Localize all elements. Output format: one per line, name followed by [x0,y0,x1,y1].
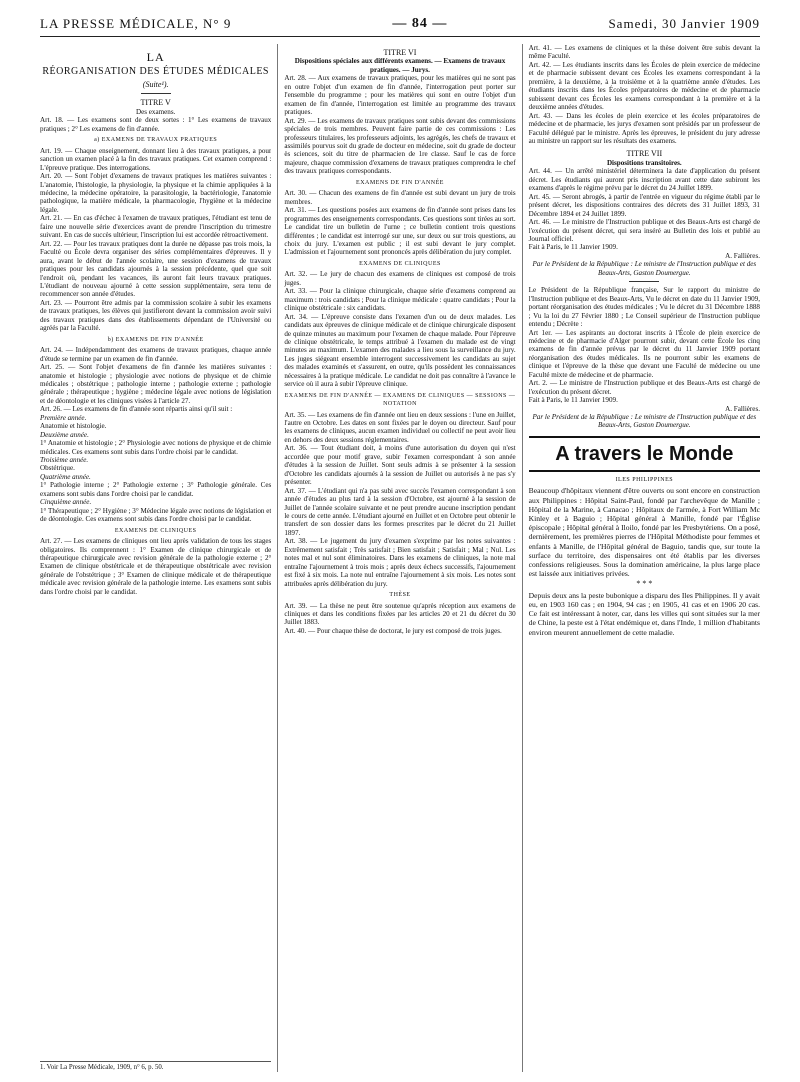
paragraph: Art. 23. — Pourront être admis par la commission scolaire à subir les examens de travaux pratiques, les élèves qui justifieront devant la commission avoir suivi des travaux pratiques dans des établissements dépendant de l'Université ou agréés par la Faculté. [40,298,272,333]
journal-name: LA PRESSE MÉDICALE, N° 9 [40,16,232,31]
subsection-heading: ILES PHILIPPINES [615,476,674,483]
paragraph: Art. 39. — La thèse ne peut être soutenue qu'après réception aux examens de cliniques et dans les conditions fixées par les articles 20 et 21 du décret du 30 Juillet 1883. [284,601,516,627]
news-paragraph: Beaucoup d'hôpitaux viennent d'être ouverts ou sont encore en construction aux Philippines : Hôpital Saint-Paul, fondé par l'archevêque de Manille ; Hôpital de la Marine, à Canacao ; Hôpitaux de l'armée, à Fort William Mc Kinley et à Baguio ; Hôpital général à Manille, fondé par l'Église épiscopale ; Hôpital général à Iloilo, fondé par les Presbytériens. On a posé, dernièrement, les premières pierres de l'Hôpital Méthodiste pour femmes et enfants à Manille, de l'Hôpital général de Baguio, tandis que, sur toute la surface du territoire, des dispensaires ont été établis par les diverses confessions religieuses. Sous la domination américaine, la plus large place est laissée aux initiatives privées. [528,486,760,579]
paragraph: Art. 33. — Pour la clinique chirurgicale, chaque série d'examens comprend au maximum : trois candidats ; Pour la clinique médicale : quatre candidats ; Pour la clinique obstétricale : six candidats. [284,287,516,313]
year-heading: Troisième année. [40,456,89,465]
year-heading: Première année. [40,413,87,422]
section-subtitle: Des examens. [135,107,176,116]
paragraph: Art. 2. — Le ministre de l'Instruction publique et des Beaux-Arts est chargé de l'exécution du présent décret. [528,379,760,396]
paragraph: Art. 25. — Sont l'objet d'examens de fin d'année les matières suivantes : anatomie et histologie ; physiologie avec notions de physique et de chimie médicales ; obstétrique ; pathologie interne ; pathologie externe ; pathologie générale ; thérapeutique ; hygiène ; médecine légale avec notions de législation et de déontologie et les cliniques visées à l'article 27. [40,363,272,405]
paragraph: Art. 32. — Le jury de chacun des examens de cliniques est composé de trois juges. [284,270,516,287]
paragraph: Art. 31. — Les questions posées aux examens de fin d'année sont prises dans les programmes des enseignements correspondants. Ces questions sont tirées au sort. Le candidat tire un bulletin de l'urne ; ce bulletin contient trois questions différentes ; le candidat est interrogé sur une, sur deux ou sur trois questions, au choix du jury. L'examen est public ; il est subi devant le jury complet. L'admission et l'ajournement sont prononcés après délibération du jury complet. [284,206,516,257]
article-title: RÉORGANISATION DES ÉTUDES MÉDICALES [42,66,269,77]
paragraph: Art. 36. — Tout étudiant doit, à moins d'une autorisation du doyen qui n'est accordée que pour motif grave, subir l'examen correspondant à son année d'études à la session de Juillet. Sont seuls admis à se présenter à la session d'Octobre les candidats ajournés à la session de Juillet ou autorisés à ne pas s'y présenter. [284,444,516,487]
paragraph: Art. 20. — Sont l'objet d'examens de travaux pratiques les matières suivantes : L'anatomie, l'histologie, la physiologie, la physique et la chimie appliquées à la médecine, la médecine opératoire, la parasitologie, la bactériologie, l'anatomie pathologique, la matière médicale, la pharmacologie, l'hygiène et la médecine légale. [40,172,272,214]
signature-minister: Par le Président de la République : Le ministre de l'Instruction publique et des Beaux-Arts, Gaston Doumergue. [532,413,757,430]
signature-minister: Par le Président de la République : Le ministre de l'Instruction publique et des Beaux-Arts, Gaston Doumergue. [532,260,757,277]
divider [629,281,659,282]
paragraph: Art. 28. — Aux examens de travaux pratiques, pour les matières qui ne sont pas en outre l'objet d'un examen de fin d'année, l'interrogation peut porter sur l'ensemble du programme ; pour les matières qui sont en outre l'objet d'un examen de fin d'année, l'interrogation est limitée au programme des travaux pratiques. [284,74,516,117]
paragraph: Art. 45. — Seront abrogés, à partir de l'entrée en vigueur du régime établi par le présent décret, les dispositions contraires des décrets des 31 Juillet 1893, 31 Décembre 1894 et 24 Juillet 1899. [528,192,760,218]
divider [141,93,171,94]
signature-date: Fait à Paris, le 11 Janvier 1909. [528,396,618,405]
subsection-heading: EXAMENS DE CLINIQUES [114,527,197,534]
section-subtitle: Dispositions transitoires. [606,158,682,167]
subsection-heading: EXAMENS DE CLINIQUES [359,260,441,267]
issue-date: Samedi, 30 Janvier 1909 [608,16,760,31]
news-paragraph: Depuis deux ans la peste bubonique a disparu des Iles Philippines. Il y avait eu, en 1903 160 cas ; en 1904, 94 cas ; en 1905, 41 cas et en 1906 20 cas. Ce fait est intéressant à noter, car, dans les villes qui sont situées sur la mer de Chine, la peste est à l'état endémique et, dans l'Inde, 1 million d'habitants environ meurent annuellement de cette maladie. [528,590,760,637]
paragraph: Art. 18. — Les examens sont de deux sortes : 1° Les examens de travaux pratiques ; 2° Les examens de fin d'année. [40,116,272,133]
year-heading: Deuxième année. [40,430,89,439]
section-banner: A travers le Monde [529,436,760,472]
paragraph: Art. 43. — Dans les écoles de plein exercice et les écoles préparatoires de médecine et de pharmacie, les jurys d'examen sont présidés par un professeur de Faculté délégué par le ministre. Après les épreuves, le président du jury adresse au ministre un rapport sur les résultats des examens. [528,111,760,145]
footnote: 1. Voir La Presse Médicale, 1909, n° 6, p. 50. [40,1061,271,1072]
paragraph: Art 1er. — Les aspirants au doctorat inscrits à l'École de plein exercice de médecine et de pharmacie d'Alger pourront subir, devant cette École les cinq examens de fin d'année prévus par le décret du 11 Janvier 1909 portant réorganisation des études médicales. Ils ne pourront subir les examens de clinique et l'épreuve de la thèse que devant une Faculté de médecine ou une Faculté mixte de médecine et de pharmacie. [528,328,760,379]
page-number: — 84 — [392,16,448,31]
paragraph: Art. 19. — Chaque enseignement, donnant lieu à des travaux pratiques, a pour sanction un examen placé à la fin des travaux pratiques. Cet examen comprend : L'épreuve pratique. Des interrogations. [40,146,272,172]
section-title: TITRE VI [383,48,417,57]
signature-date: Fait à Paris, le 11 Janvier 1909. [528,243,618,252]
paragraph: Art. 40. — Pour chaque thèse de doctorat, le jury est composé de trois juges. [284,626,502,635]
subsection-heading: EXAMENS DE FIN D'ANNÉE — EXAMENS DE CLINIQUES — SESSIONS — NOTATION [284,392,516,408]
asterism: * * * [636,579,653,589]
paragraph: Art. 24. — Indépendamment des examens de travaux pratiques, chaque année d'étude se termine par un examen de fin d'année. [40,346,272,363]
paragraph: Art. 35. — Les examens de fin d'année ont lieu en deux sessions : l'une en Juillet, l'autre en Octobre. Les dates en sont fixées par le doyen ou directeur. Sauf pour les examens de cliniques, aucun examen individuel ou collectif ne peut avoir lieu en dehors des deux sessions réglementaires. [284,410,516,444]
subsection-heading: a) EXAMENS DE TRAVAUX PRATIQUES [94,137,218,144]
page-header [40,12,760,37]
paragraph: Le Président de la République française, Sur le rapport du ministre de l'Instruction publique et des Beaux-Arts, Vu le décret en date du 11 Janvier 1909, portant réorganisation des études médicales ; Vu le décret du 31 Décembre 1888 ; Vu la loi du 27 Février 1880 ; Le Conseil supérieur de l'Instruction publique entendu ; Décrète : [528,286,760,329]
paragraph: Art. 42. — Les étudiants inscrits dans les Écoles de plein exercice de médecine et de pharmacie subissent devant ces Écoles les examens correspondant à la première, à la deuxième, à la troisième et à la quatrième année d'études. Les étudiants inscrits dans les Écoles préparatoires de médecine et de pharmacie subissent devant ces Écoles les examens correspondant à la première et à la deuxième années d'études. [528,60,760,112]
paragraph: Art. 30. — Chacun des examens de fin d'année est subi devant un jury de trois membres. [284,189,516,206]
subsection-heading: EXAMENS DE FIN D'ANNÉE [356,179,444,186]
signature-name: A. Fallières. [725,404,760,413]
paragraph: 1° Anatomie et histologie ; 2° Physiologie avec notions de physique et de chimie médicales. Ces examens sont subis dans l'ordre choisi par le candidat. [40,439,272,456]
section-subtitle: Dispositions spéciales aux différents examens. — Examens de travaux pratiques. — Jurys. [294,57,506,74]
signature-name: A. Fallières. [725,251,760,260]
paragraph: Art. 21. — En cas d'échec à l'examen de travaux pratiques, l'étudiant est tenu de faire une nouvelle série d'exercices avant de prendre l'inscription du trimestre suivant. En cas de succès ultérieur, l'inscription lui est accordée rétroactivement. [40,214,272,240]
column-2 [277,44,515,1072]
paragraph: Art. 44. — Un arrêté ministériel déterminera la date d'application du présent décret. Les étudiants qui auront pris inscription avant cette date subiront les examens d'après le régime prévu par le décret du 24 Juillet 1899. [528,167,760,193]
column-1 [40,44,271,1072]
paragraph: Art. 26. — Les examens de fin d'année sont répartis ainsi qu'il suit : [40,405,233,414]
paragraph: 1° Thérapeutique ; 2° Hygiène ; 3° Médecine légale avec notions de législation et de déontologie. Ces examens sont subis dans l'ordre choisi par le candidat. [40,506,272,524]
paragraph: Art. 46. — Le ministre de l'Instruction publique et des Beaux-Arts est chargé de l'exécution du présent décret, qui sera inséré au Bulletin des lois et publié au Journal officiel. [528,218,760,243]
subsection-heading: THÈSE [389,592,411,599]
year-heading: Cinquième année. [40,498,92,507]
section-title: TITRE V [140,98,171,108]
paragraph: Art. 27. — Les examens de cliniques ont lieu après validation de tous les stages obligatoires. Ils comprennent : 1° Examen de clinique chirurgicale et de thérapeutique chirurgicale avec revision générale de la pathologie externe ; 2° Examen de clinique obstétricale et de thérapeutique obstétricale avec revision générale de l'obstétrique ; 3° Examen de clinique médicale et de thérapeutique médicale avec revision générale de la pathologie interne. Les examens sont subis dans l'ordre choisi par le candidat. [40,537,272,596]
paragraph: Art. 29. — Les examens de travaux pratiques sont subis devant des commissions spéciales de trois membres. Peuvent faire partie de ces commissions : Les professeurs titulaires, les professeurs adjoints, les agrégés, les chefs de travaux et assimilés pourvus soit du grade de docteur en médecine, soit du grade de docteur ès sciences, soit du titre de pharmacien de 1re classe. Sauf le cas de force majeure, chaque commission d'examens de travaux pratiques comprendra le chef des travaux pratiques correspondants. [284,116,516,176]
paragraph: 1° Pathologie interne ; 2° Pathologie externe ; 3° Pathologie générale. Ces examens sont subis dans l'ordre choisi par le candidat. [40,481,272,498]
article-continuation: (Suite¹). [142,80,169,89]
year-heading: Quatrième année. [40,472,91,481]
paragraph: Art. 34. — L'épreuve consiste dans l'examen d'un ou de deux malades. Les candidats aux épreuves de clinique médicale et de clinique chirurgicale disposent de quinze minutes au maximum pour l'examen de chaque malade. Pour l'épreuve de clinique obstétricale, le temps attribué à l'examen du malade est de vingt minutes au maximum. L'examen des malades a lieu sous la surveillance du jury. Les juges siégeant ensemble interrogent successivement les candidats au sujet des malades examinés et s'assurent, en outre, qu'ils possèdent les connaissances nécessaires à la pratique médicale. Le candidat ne doit pas connaître à l'avance le service où il aura à subir l'épreuve clinique. [284,312,516,389]
paragraph: Anatomie et histologie. [40,422,107,431]
article-kicker: LA [146,50,165,64]
paragraph: Art. 38. — Le jugement du jury d'examen s'exprime par les notes suivantes : Extrêmement satisfait ; Très satisfait ; Bien satisfait ; Satisfait ; Mal ; Nul. Les notes mal et nul sont éliminatoires. Dans les examens de cliniques, la note mal entraîne l'ajournement à trois mois ; après deux échecs successifs, l'ajournement est fixé à six mois. La note nul entraîne l'ajournement à six mois. Les notes sont attribuées après délibération du jury. [284,537,516,588]
paragraph: Art. 41. — Les examens de cliniques et la thèse doivent être subis devant la même Faculté. [528,44,760,61]
paragraph: Obstétrique. [40,464,75,473]
section-title: TITRE VII [626,149,663,159]
paragraph: Art. 37. — L'étudiant qui n'a pas subi avec succès l'examen correspondant à son année d'études au plus tard à la session d'Octobre, est ajourné à la session de Juillet de l'année scolaire suivante et ne peut prendre aucune inscription pendant le cours de cette année. L'étudiant ajourné en Juillet et en Octobre peut obtenir le transfert de son dossier dans les formes prescrites par le décret du 21 Juillet 1897. [284,486,516,537]
column-3 [522,44,760,1072]
subsection-heading: b) EXAMENS DE FIN D'ANNÉE [107,336,204,343]
paragraph: Art. 22. — Pour les travaux pratiques dont la durée ne dépasse pas trois mois, la Faculté ou École devra organiser des séries complémentaires d'épreuves. Il y aura, avant le début de l'année scolaire, une session d'examens de travaux pratiques pour les candidats ajournés à la session précédente, quel que soit l'endroit où, pendant les vacances, ils auront fait leurs travaux pratiques. L'étudiant de nouveau ajourné à cette session supplémentaire, sera tenu de recommencer son année d'études. [40,239,272,299]
